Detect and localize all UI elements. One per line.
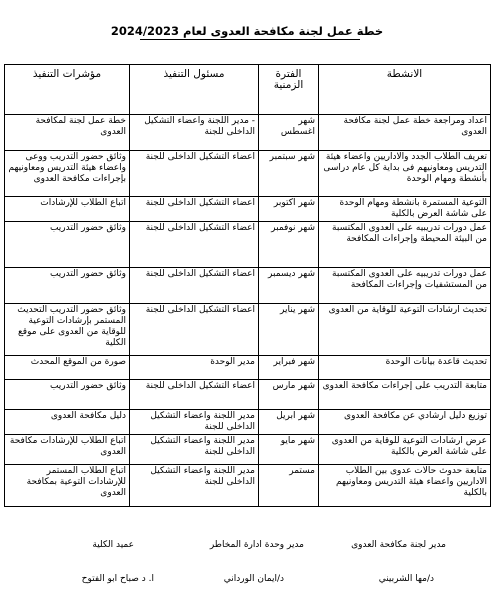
title-underline xyxy=(140,39,360,40)
activity-cell: تحديث ارشادات التوعية للوقاية من العدوى xyxy=(319,304,491,356)
responsible-cell: اعضاء التشكيل الداخلى للجنة xyxy=(130,222,259,268)
responsible-cell: اعضاء التشكيل الداخلى للجنة xyxy=(130,268,259,304)
page-title: خطة عمل لجنة مكافحة العدوى لعام 2024/2023 xyxy=(110,24,384,38)
activity-cell: توزيع دليل ارشادي عن مكافحة العدوى xyxy=(319,410,491,435)
signatory-name-infection-control: د/مها الشربيني xyxy=(378,574,434,584)
indicator-cell: خطة عمل لجنة لمكافحة العدوى xyxy=(5,115,130,151)
signatory-title-infection-control: مدير لجنة مكافحة العدوى xyxy=(351,540,446,550)
time-period-cell: شهر فبراير xyxy=(259,356,319,380)
signatory-title-dean: عميد الكلية xyxy=(92,540,134,550)
table-row xyxy=(5,356,491,380)
time-period-cell: شهر ديسمبر xyxy=(259,268,319,304)
signatory-title-risk-management: مدير وحدة ادارة المخاطر xyxy=(209,540,304,550)
table-row xyxy=(5,115,491,151)
responsible-cell: مدير الوحدة xyxy=(130,356,259,380)
responsible-cell: مدير اللجنة واعضاء التشكيل الداخلى للجنة xyxy=(130,465,259,507)
table-row xyxy=(5,380,491,410)
responsible-cell: - مدير اللجنة واعضاء التشكيل الداخلى للجنة xyxy=(130,115,259,151)
responsible-cell: مدير اللجنة واعضاء التشكيل الداخلى للجنة xyxy=(130,410,259,435)
time-period-cell: شهر سبتمبر xyxy=(259,151,319,197)
indicator-cell: وثائق حضور التدريب التحديث المستمر بإرشادات التوعية للوقاية من العدوى على موقع الكلية xyxy=(5,304,130,356)
activity-cell: عمل دورات تدريبيه على العدوى المكتسبة من المستشفيات وإجراءات المكافحة xyxy=(319,268,491,304)
indicator-cell: وثائق حضور التدريب xyxy=(5,380,130,410)
header-time-period: الفترة الزمنية xyxy=(259,65,319,115)
activity-cell: التوعية المستمرة بانشطة ومهام الوحدة على شاشة العرض بالكلية xyxy=(319,197,491,222)
activity-cell: تعريف الطلاب الجدد والاداريين واعضاء هيئة التدريس ومعاونيهم فى بداية كل عام دراسى بأنشطة ومهام الوحدة xyxy=(319,151,491,197)
header-activities: الانشطة xyxy=(319,65,491,115)
table-row xyxy=(5,410,491,435)
signatory-name-dean: ا. د صباح ابو الفتوح xyxy=(81,574,154,584)
indicator-cell: صورة من الموقع المحدث xyxy=(5,356,130,380)
activity-cell: اعداد ومراجعة خطة عمل لجنة مكافحة العدوى xyxy=(319,115,491,151)
activity-cell: متابعة التدريب على إجراءات مكافحة العدوى xyxy=(319,380,491,410)
time-period-cell: شهر مارس xyxy=(259,380,319,410)
activity-cell: عرض ارشادات التوعية للوقاية من العدوى على شاشة العرض بالكلية xyxy=(319,435,491,465)
table-row xyxy=(5,268,491,304)
indicator-cell: اتباع الطلاب للإرشادات xyxy=(5,197,130,222)
responsible-cell: اعضاء التشكيل الداخلى للجنة xyxy=(130,304,259,356)
activity-cell: متابعة حدوث حالات عدوى بين الطلاب الاداريين واعضاء هيئة التدريس ومعاونيهم بالكلية xyxy=(319,465,491,507)
signatory-name-risk-management: د/ايمان الورداني xyxy=(223,574,284,584)
activity-cell: تحديث قاعدة بيانات الوحدة xyxy=(319,356,491,380)
header-responsible: مسئول التنفيذ xyxy=(130,65,259,115)
indicator-cell: اتباع الطلاب للإرشادات مكافحة العدوى xyxy=(5,435,130,465)
time-period-cell: شهر اكتوبر xyxy=(259,197,319,222)
activity-cell: عمل دورات تدريبيه على العدوى المكتسبة من البيئة المحيطة وإجراءات المكافحة xyxy=(319,222,491,268)
responsible-cell: اعضاء التشكيل الداخلى للجنة xyxy=(130,151,259,197)
time-period-cell: شهر اغسطس xyxy=(259,115,319,151)
table-row xyxy=(5,435,491,465)
time-period-cell: مستمر xyxy=(259,465,319,507)
indicator-cell: دليل مكافحة العدوى xyxy=(5,410,130,435)
time-period-cell: شهر ابريل xyxy=(259,410,319,435)
indicator-cell: اتباع الطلاب المستمر للإرشادات التوعية بمكافحة العدوى xyxy=(5,465,130,507)
table-header-row xyxy=(5,65,491,115)
time-period-cell: شهر نوفمبر xyxy=(259,222,319,268)
table-row xyxy=(5,151,491,197)
table-row xyxy=(5,197,491,222)
table-row xyxy=(5,222,491,268)
header-indicators: مؤشرات التنفيذ xyxy=(5,65,130,115)
time-period-cell: شهر مايو xyxy=(259,435,319,465)
table-row xyxy=(5,465,491,507)
indicator-cell: وثائق حضور التدريب xyxy=(5,268,130,304)
indicator-cell: وثائق حضور التدريب ووعى واعضاء هيئة التدريس ومعاونيهم بإجراءات مكافحة العدوى xyxy=(5,151,130,197)
responsible-cell: اعضاء التشكيل الداخلى للجنة xyxy=(130,197,259,222)
time-period-cell: شهر يناير xyxy=(259,304,319,356)
responsible-cell: اعضاء التشكيل الداخلى للجنة xyxy=(130,380,259,410)
indicator-cell: وثائق حضور التدريب xyxy=(5,222,130,268)
action-plan-table xyxy=(4,64,491,507)
responsible-cell: مدير اللجنة واعضاء التشكيل الداخلى للجنة xyxy=(130,435,259,465)
table-row xyxy=(5,304,491,356)
